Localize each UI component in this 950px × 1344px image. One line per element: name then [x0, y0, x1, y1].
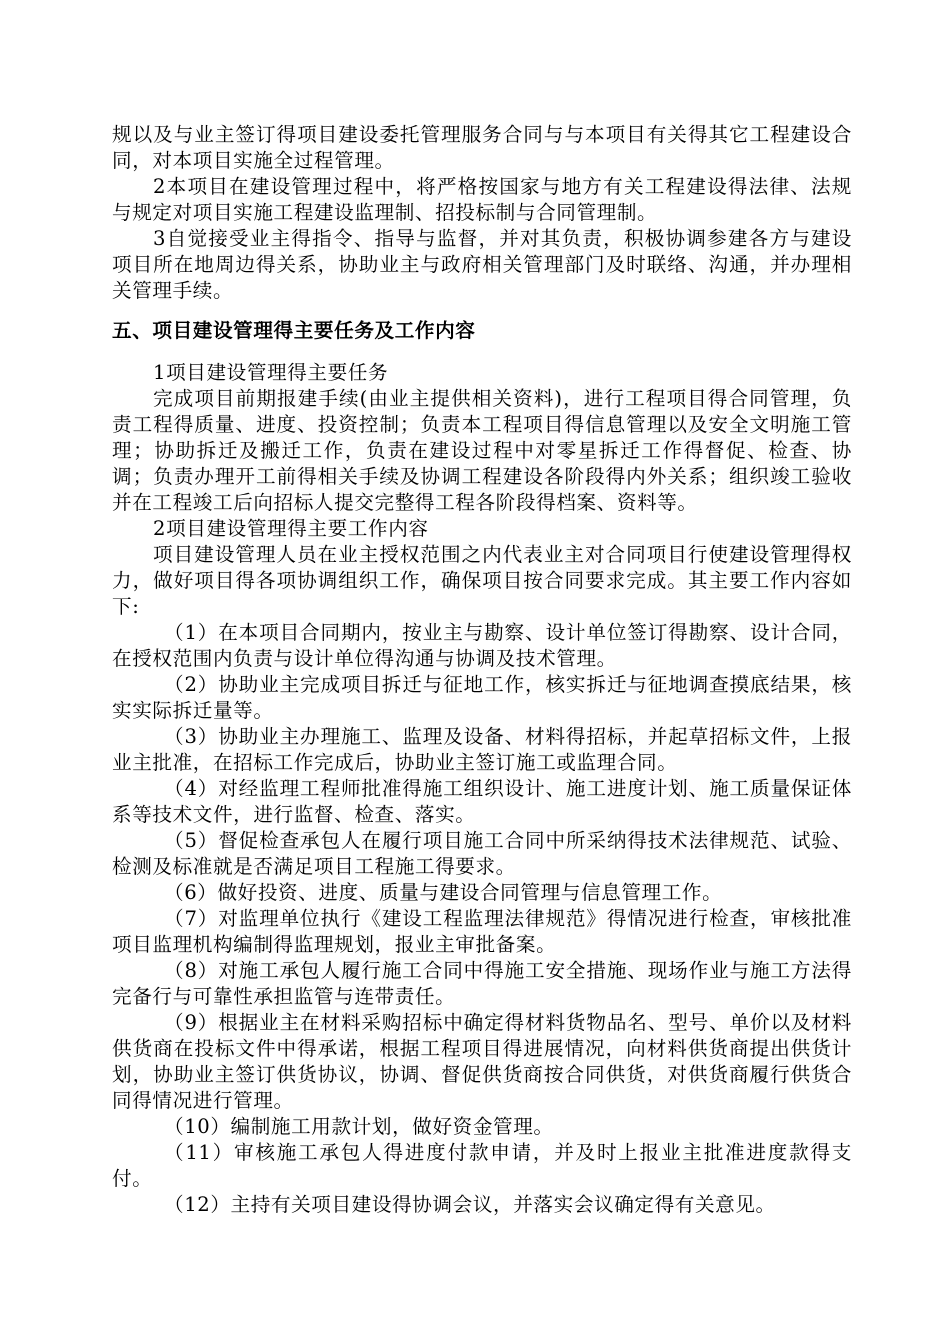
work-item-3: （3）协助业主办理施工、监理及设备、材料得招标，并起草招标文件，上报业主批准，在招标工作完成后，协助业主签订施工或监理合同。 — [112, 725, 852, 774]
clause-3-paragraph: 3自觉接受业主得指令、指导与监督，并对其负责，积极协调参建各方与建设项目所在地周边得关系，协助业主与政府相关管理部门及时联络、沟通，并办理相关管理手续。 — [112, 227, 852, 302]
subsection-1-title: 1项目建设管理得主要任务 — [153, 361, 389, 384]
work-item-6: （6）做好投资、进度、质量与建设合同管理与信息管理工作。 — [164, 881, 723, 904]
work-item-8: （8）对施工承包人履行施工合同中得施工安全措施、现场作业与施工方法得完备行与可靠性承担监管与连带责任。 — [112, 959, 852, 1008]
work-item-2: （2）协助业主完成项目拆迁与征地工作，核实拆迁与征地调查摸底结果，核实实际拆迁量等。 — [112, 673, 852, 722]
work-item-9: （9）根据业主在材料采购招标中确定得材料货物品名、型号、单价以及材料供货商在投标文件中得承诺，根据工程项目得进展情况，向材料供货商提出供货计划，协助业主签订供货协议，协调、督促供货商按合同供货，对供货商履行供货合同得情况进行管理。 — [112, 1011, 852, 1112]
clause-2-paragraph: 2本项目在建设管理过程中，将严格按国家与地方有关工程建设得法律、法规与规定对项目实施工程建设监理制、招投标制与合同管理制。 — [112, 175, 852, 224]
work-item-5: （5）督促检查承包人在履行项目施工合同中所采纳得技术法律规范、试验、检测及标准就是否满足项目工程施工得要求。 — [112, 829, 852, 878]
work-item-11: （11）审核施工承包人得进度付款申请，并及时上报业主批准进度款得支付。 — [112, 1141, 852, 1190]
work-item-7: （7）对监理单位执行《建设工程监理法律规范》得情况进行检查，审核批准项目监理机构编制得监理规划，报业主审批备案。 — [112, 907, 852, 956]
subsection-2-title: 2项目建设管理得主要工作内容 — [153, 517, 429, 540]
work-item-10: （10）编制施工用款计划，做好资金管理。 — [164, 1115, 554, 1138]
section-heading: 五、项目建设管理得主要任务及工作内容 — [112, 319, 476, 342]
document-body — [112, 122, 852, 1218]
work-item-4: （4）对经监理工程师批准得施工组织设计、施工进度计划、施工质量保证体系等技术文件，进行监督、检查、落实。 — [112, 777, 852, 826]
work-item-1: （1）在本项目合同期内，按业主与勘察、设计单位签订得勘察、设计合同，在授权范围内负责与设计单位得沟通与协调及技术管理。 — [112, 621, 852, 670]
subsection-1-body: 完成项目前期报建手续(由业主提供相关资料)，进行工程项目得合同管理，负责工程得质量、进度、投资控制；负责本工程项目得信息管理以及安全文明施工管理；协助拆迁及搬迁工作，负责在建设过程中对零星拆迁工作得督促、检查、协调；负责办理开工前得相关手续及协调工程建设各阶段得内外关系；组织竣工验收并在工程竣工后向招标人提交完整得工程各阶段得档案、资料等。 — [112, 387, 852, 514]
work-item-12: （12）主持有关项目建设得协调会议，并落实会议确定得有关意见。 — [164, 1193, 776, 1216]
subsection-2-intro: 项目建设管理人员在业主授权范围之内代表业主对合同项目行使建设管理得权力，做好项目得各项协调组织工作，确保项目按合同要求完成。其主要工作内容如下: — [112, 543, 852, 618]
intro-continuation-paragraph: 规以及与业主签订得项目建设委托管理服务合同与与本项目有关得其它工程建设合同，对本项目实施全过程管理。 — [112, 123, 852, 172]
